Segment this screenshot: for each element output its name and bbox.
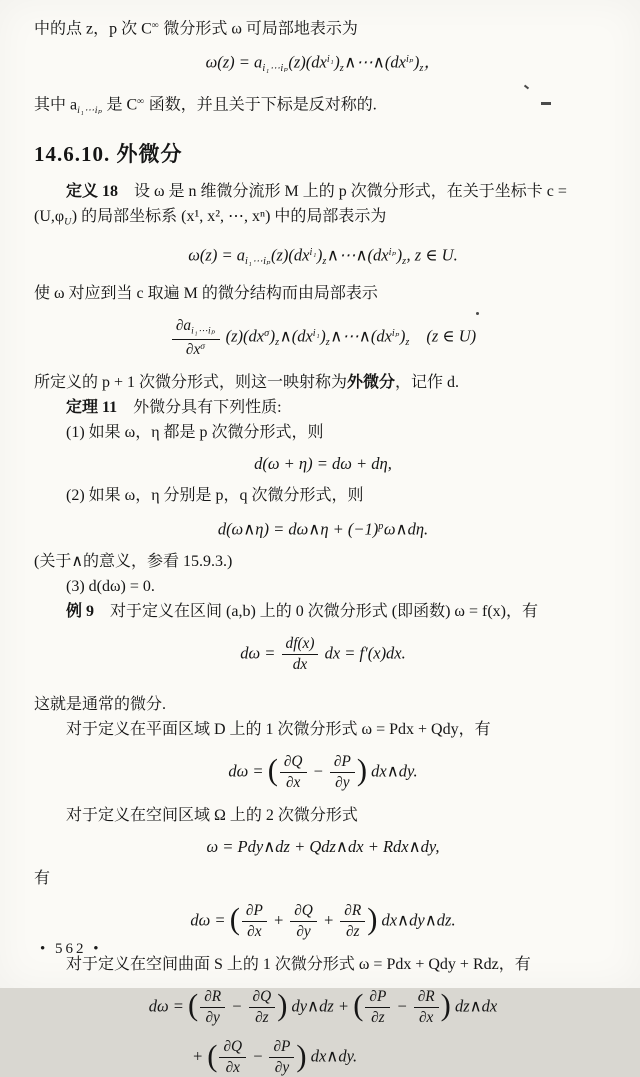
formula-additivity: d(ω + η) = dω + dη, [254, 453, 392, 473]
paragraph-usual-differential: 这就是通常的微分. [34, 695, 167, 713]
section-heading: 14.6.10. 外微分 [34, 141, 183, 166]
formula-leibniz-rule: d(ω∧η) = dω∧η + $(-1)^p\omega\wedge d\eta$. [217, 519, 429, 539]
paragraph-property-3: (3) d(dω) = 0. [66, 577, 155, 595]
formula-curl-3d-line1: dω = ( $\frac{\partial R}{\partial y}$ − $\frac{\partial Q}{\partial z}$ ) dy∧dz + ( $\frac{\partial P}{\partial z}$ − $\frac{\partial R}{\partial x}$ ) dz∧dx [148, 988, 498, 1027]
paragraph-property-1: (1) 如果 ω，η 都是 p 次微分形式，则 [66, 423, 324, 441]
paragraph-definition-18: 定义 18 设 ω 是 n 维微分流形 M 上的 p 次微分形式，在关于坐标卡 $c = (U,\varphi_U)$ 的局部坐标系 (x¹, x², ⋯, xⁿ) 中的局部表示为 [34, 182, 567, 228]
paragraph-space-2-form: 对于定义在空间区域 Ω 上的 2 次微分形式 [66, 806, 358, 824]
formula-differential-0-form: dω = $\frac{df(x)}{dx}$ dx = f′(x)dx. [240, 634, 406, 673]
paragraph-intro: 中的点 z，p 次 C∞ 微分形式 ω 可局部地表示为 [34, 20, 358, 38]
paragraph-plane-1-form: 对于定义在平面区域 D 上的 1 次微分形式 ω = Pdx + Qdy，有 [66, 720, 491, 738]
paragraph-example-9: 例 9 对于定义在区间 (a,b) 上的 0 次微分形式 (即函数) ω = f(x)，有 [66, 602, 538, 620]
formula-curl-2d: dω = ( $\frac{\partial Q}{\partial x}$ − $\frac{\partial P}{\partial y}$ ) dx∧dy. [228, 752, 418, 791]
page-number: • 562 • [40, 941, 102, 957]
paragraph-correspondence: 使 ω 对应到当 c 取遍 M 的微分结构而由局部表示 [34, 285, 378, 303]
paragraph-theorem-11: 定理 11 外微分具有下列性质: [66, 398, 282, 416]
paragraph-antisymmetric: 其中 $a_{i_1\cdots i_p}$ 是 C∞ 函数，并且关于下标是反对称的. [34, 95, 377, 116]
scan-artifact [476, 312, 479, 315]
formula-local-expression: $\omega(z) = a_{i_1\cdots i_p}(z)(dx^{i_1})_z\wedge\cdots\wedge(dx^{i_p})_z$， [205, 53, 441, 75]
formula-curl-3d-line2: + ( $\frac{\partial Q}{\partial x}$ − $\frac{\partial P}{\partial y}$ ) dx∧dy. [192, 1038, 358, 1077]
paragraph-surface-1-form: 对于定义在空间曲面 S 上的 1 次微分形式 ω = Pdx + Qdy + Rdz，有 [66, 956, 531, 974]
paragraph-property-2: (2) 如果 ω，η 分别是 p，q 次微分形式，则 [66, 486, 364, 504]
formula-local-representation: $\omega(z) = a_{i_1\cdots i_p}(z)(dx^{i_1})_z\wedge\cdots\wedge(dx^{i_p})_z$, z ∈ U. [188, 245, 458, 268]
formula-divergence: dω = ( $\frac{\partial P}{\partial x}$ + $\frac{\partial Q}{\partial y}$ + $\frac{\partial R}{\partial z}$ ) dx∧dy∧dz. [190, 901, 456, 940]
formula-omega-2-form: ω = Pdy∧dz + Qdz∧dx + Rdx∧dy, [206, 836, 440, 856]
paragraph-have: 有 [34, 869, 51, 887]
scan-artifact [541, 102, 551, 105]
paragraph-wedge-note: (关于∧的意义，参看 15.9.3.) [34, 552, 233, 570]
formula-exterior-derivative: $\frac{\partial a_{i_1\cdots i_p}}{\partial x^\sigma}$ $(z)(dx^\sigma)_z\wedge(dx^{i_1})_z\wedge\cdots\wedge(dx^{i_p})_z$ (z ∈ U) [34, 317, 612, 359]
paragraph-defined-map: 所定义的 p + 1 次微分形式，则这一映射称为外微分，记作 d. [34, 373, 460, 391]
